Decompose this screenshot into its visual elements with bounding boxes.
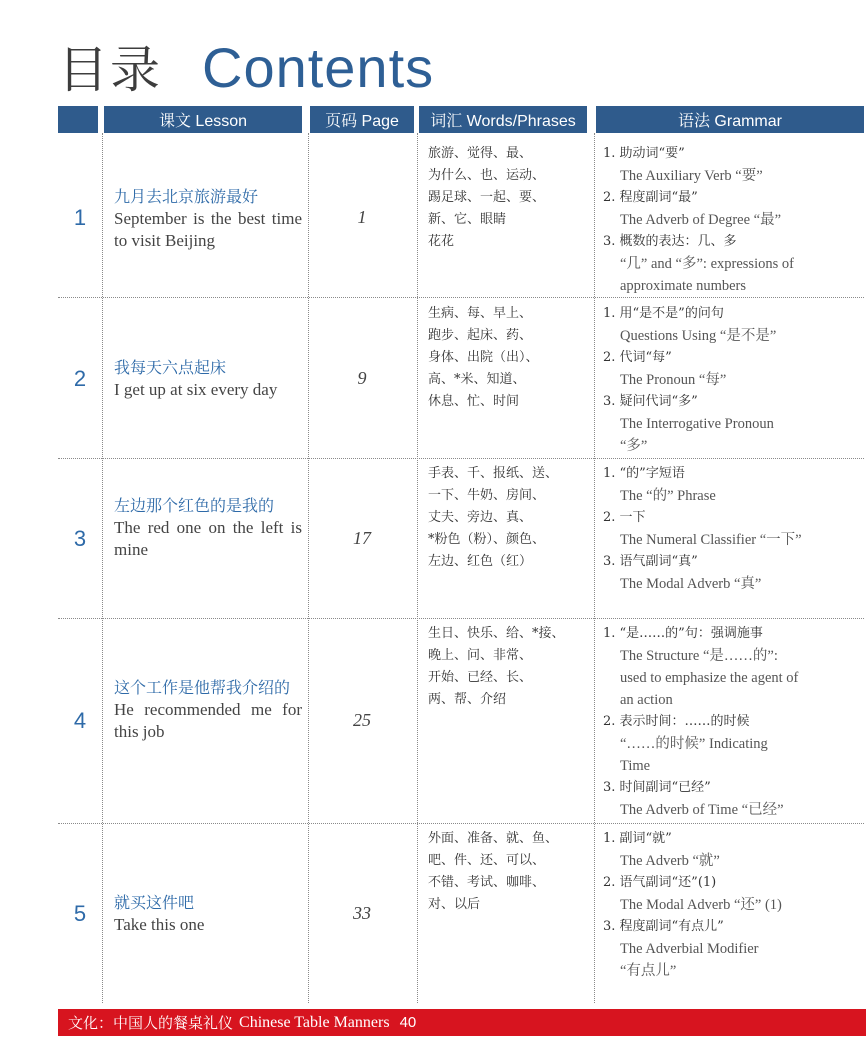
culture-section-banner[interactable]: [58, 1009, 866, 1036]
lesson-number: 5: [73, 901, 87, 926]
row-divider: [58, 297, 864, 298]
vocabulary-line: 身体、出院（出）、: [428, 350, 539, 365]
lesson-title[interactable]: [114, 357, 302, 401]
vocabulary-line: 踢足球、一起、要、: [428, 190, 546, 205]
vocabulary-line: 吧、件、还、可以、: [428, 853, 546, 868]
column-divider: [308, 133, 309, 1003]
lesson-title-english: The red one on the left is mine: [114, 518, 302, 559]
grammar-point: 1. 副词“就”: [603, 831, 672, 846]
grammar-list: [603, 303, 861, 457]
vocabulary-list: [428, 828, 588, 916]
grammar-list: [603, 828, 861, 982]
grammar-point: 2. 程度副词“最”: [603, 190, 698, 205]
grammar-explanation: The Auxiliary Verb “要”: [620, 168, 763, 184]
grammar-explanation: “……的时候” Indicating: [620, 736, 768, 752]
vocabulary-line: 生日、快乐、给、*接、: [428, 626, 565, 641]
grammar-explanation: Questions Using “是不是”: [620, 328, 777, 344]
lesson-title[interactable]: [114, 495, 302, 561]
grammar-explanation: The Adverb of Time “已经”: [620, 802, 784, 818]
title-chinese: 目录: [58, 41, 162, 99]
lesson-title-english: Take this one: [114, 915, 205, 934]
grammar-list: [603, 143, 861, 297]
vocabulary-line: 休息、忙、时间: [428, 394, 520, 409]
grammar-explanation: The Structure “是……的”:: [620, 648, 778, 664]
vocabulary-line: 晚上、问、非常、: [428, 648, 533, 663]
culture-page-number: 40: [399, 1014, 417, 1031]
vocabulary-list: [428, 623, 588, 711]
lesson-title[interactable]: [114, 677, 302, 743]
vocabulary-line: 花花: [428, 234, 455, 249]
grammar-explanation: an action: [620, 692, 673, 708]
grammar-point: 2. 语气副词“还”(1): [603, 875, 717, 890]
grammar-point: 3. 时间副词“已经”: [603, 780, 711, 795]
grammar-explanation: “几” and “多”: expressions of: [620, 256, 794, 272]
grammar-explanation: “多”: [620, 438, 648, 454]
vocabulary-line: 旅游、觉得、最、: [428, 146, 533, 161]
lesson-title-chinese: 我每天六点起床: [114, 358, 227, 377]
grammar-explanation: Time: [620, 758, 651, 774]
row-divider: [58, 458, 864, 459]
lesson-title-chinese: 九月去北京旅游最好: [114, 187, 259, 206]
vocabulary-line: 对、以后: [428, 897, 481, 912]
grammar-point: 3. 疑问代词“多”: [603, 394, 698, 409]
vocabulary-line: 一下、牛奶、房间、: [428, 488, 546, 503]
vocabulary-list: [428, 143, 588, 253]
grammar-explanation: The Modal Adverb “还” (1): [620, 897, 782, 913]
lesson-number: 1: [73, 205, 87, 230]
lesson-number: 4: [73, 708, 87, 733]
culture-title-english: Chinese Table Manners: [239, 1013, 390, 1031]
lesson-title-chinese: 左边那个红色的是我的: [114, 496, 275, 515]
vocabulary-line: 手表、千、报纸、送、: [428, 466, 559, 481]
page-title: [58, 30, 434, 100]
grammar-explanation: The Pronoun “每”: [620, 372, 727, 388]
lesson-title-chinese: 这个工作是他帮我介绍的: [114, 678, 291, 697]
lesson-title[interactable]: [114, 186, 302, 252]
grammar-list: [603, 463, 861, 595]
vocabulary-line: 生病、每、早上、: [428, 306, 533, 321]
vocabulary-line: 开始、已经、长、: [428, 670, 533, 685]
grammar-point: 3. 语气副词“真”: [603, 554, 698, 569]
lesson-number: 3: [73, 526, 87, 551]
culture-title-chinese: 文化：中国人的餐桌礼仪: [68, 1014, 234, 1032]
grammar-point: 2. 代词“每”: [603, 350, 672, 365]
grammar-explanation: “有点儿”: [620, 963, 677, 979]
vocabulary-list: [428, 463, 588, 573]
row-divider: [58, 823, 864, 824]
lesson-title-chinese: 就买这件吧: [114, 893, 195, 912]
column-divider: [417, 133, 418, 1003]
grammar-point: 1. “是……的”句：强调施事: [603, 626, 763, 641]
vocabulary-line: 为什么、也、运动、: [428, 168, 546, 183]
grammar-explanation: The “的” Phrase: [620, 488, 716, 504]
vocabulary-line: 不错、考试、咖啡、: [428, 875, 546, 890]
grammar-explanation: The Adverb of Degree “最”: [620, 212, 782, 228]
column-divider: [102, 133, 103, 1003]
grammar-explanation: The Adverb “就”: [620, 853, 720, 869]
column-divider: [594, 133, 595, 1003]
header-page: 页码 Page: [310, 106, 414, 133]
grammar-point: 1. “的”字短语: [603, 466, 685, 481]
page-number: 17: [353, 528, 371, 548]
vocabulary-line: 左边、红色（红）: [428, 554, 533, 569]
lesson-title-english: September is the best time to visit Beijing: [114, 209, 302, 250]
grammar-point: 1. 用“是不是”的问句: [603, 306, 724, 321]
vocabulary-list: [428, 303, 588, 413]
grammar-point: 3. 概数的表达：几、多: [603, 234, 737, 249]
vocabulary-line: 跑步、起床、药、: [428, 328, 533, 343]
grammar-explanation: The Modal Adverb “真”: [620, 576, 762, 592]
row-divider: [58, 618, 864, 619]
grammar-point: 1. 助动词“要”: [603, 146, 685, 161]
page-number: 33: [353, 903, 371, 923]
header-words: 词汇 Words/Phrases: [419, 106, 587, 133]
header-grammar: 语法 Grammar: [596, 106, 864, 133]
grammar-explanation: The Adverbial Modifier: [620, 941, 759, 957]
page-number: 1: [357, 207, 367, 227]
header-lesson: 课文 Lesson: [104, 106, 302, 133]
page-number: 9: [357, 368, 367, 388]
lesson-title[interactable]: [114, 892, 302, 936]
grammar-explanation: approximate numbers: [620, 278, 747, 294]
vocabulary-line: 外面、准备、就、鱼、: [428, 831, 559, 846]
grammar-list: [603, 623, 861, 821]
grammar-point: 2. 一下: [603, 510, 646, 525]
lesson-title-english: He recommended me for this job: [114, 700, 302, 741]
lesson-number: 2: [73, 366, 87, 391]
vocabulary-line: 新、它、眼睛: [428, 212, 507, 227]
title-english: Contents: [202, 36, 435, 99]
grammar-explanation: The Numeral Classifier “一下”: [620, 532, 802, 548]
lesson-title-english: I get up at six every day: [114, 380, 278, 399]
header-number-blank: [58, 106, 98, 133]
grammar-point: 3. 程度副词“有点儿”: [603, 919, 724, 934]
vocabulary-line: *粉色（粉）、颜色、: [428, 532, 546, 547]
vocabulary-line: 高、*米、知道、: [428, 372, 526, 387]
grammar-point: 2. 表示时间：……的时候: [603, 714, 750, 729]
grammar-explanation: used to emphasize the agent of: [620, 670, 799, 686]
vocabulary-line: 丈夫、旁边、真、: [428, 510, 533, 525]
vocabulary-line: 两、帮、介绍: [428, 692, 507, 707]
grammar-explanation: The Interrogative Pronoun: [620, 416, 774, 432]
page-number: 25: [353, 710, 371, 730]
